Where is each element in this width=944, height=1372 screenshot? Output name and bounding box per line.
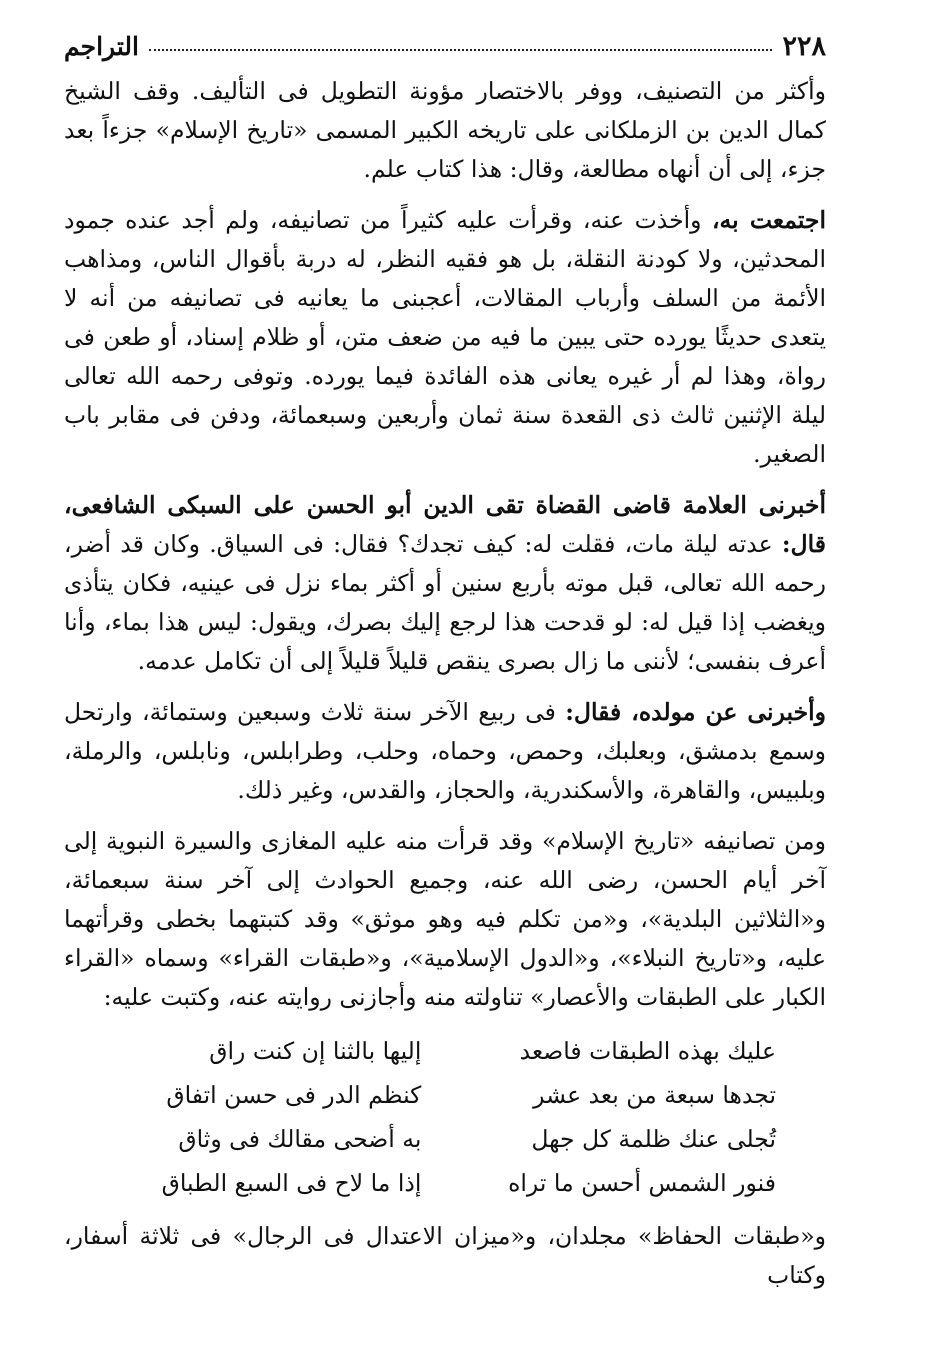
poem-verse: [94, 1117, 776, 1161]
verse-second-hemistich: إليها بالثنا إن كنت راق: [209, 1037, 422, 1065]
header-dotted-leader: [149, 49, 773, 51]
page-number: ٢٢٨: [782, 30, 826, 62]
paragraph-text: عدته ليلة مات، فقلت له: كيف تجدك؟ فقال: فى السياق. وكان قد أضر، رحمه الله تعالى، قبل موته بأربع سنين أو أكثر بماء نزل فى عينيه، فكان يتأذى ويغضب إذا قيل له: لو قدحت هذا لرجع إليك بصرك، ويقول: ليس هذا بماء، وأنا أعرف بنفسى؛ لأننى ما زال بصرى ينقص قليلاً قليلاً إلى أن تكامل عدمه.: [64, 530, 826, 675]
paragraph-lead: أخبرنى العلامة قاضى القضاة تقى الدين أبو الحسن على السبكى الشافعى، قال:: [64, 491, 826, 558]
verse-first-hemistich: تُجلى عنك ظلمة كل جهل: [531, 1125, 776, 1153]
verse-second-hemistich: كنظم الدر فى حسن اتفاق: [166, 1081, 422, 1109]
paragraph-lead: وأخبرنى عن مولده، فقال:: [565, 698, 826, 726]
paragraph: [64, 72, 826, 189]
paragraph: [64, 201, 826, 474]
page-header: [64, 22, 826, 70]
poem-verse: [94, 1073, 776, 1117]
paragraph-lead: اجتمعت به،: [711, 206, 826, 234]
verse-second-hemistich: إذا ما لاح فى السبع الطباق: [161, 1169, 422, 1197]
verse-second-hemistich: به أضحى مقالك فى وثاق: [178, 1125, 422, 1153]
poem-verse: [94, 1029, 776, 1073]
verse-first-hemistich: فنور الشمس أحسن ما تراه: [508, 1169, 776, 1197]
verse-first-hemistich: عليك بهذه الطبقات فاصعد: [519, 1037, 776, 1065]
paragraph: [64, 822, 826, 1017]
paragraph-text: ومن تصانيفه «تاريخ الإسلام» وقد قرأت منه عليه المغازى والسيرة النبوية إلى آخر أيام الحسن، رضى الله عنه، وجميع الحوادث إلى آخر سنة سبعمائة، و«الثلاثين البلدية»، و«من تكلم فيه وهو موثق» وقد كتبتهما بخطى وقرأتهما عليه، و«تاريخ النبلاء»، و«الدول الإسلامية»، و«طبقات القراء» وسماه «القراء الكبار على الطبقات والأعصار» تناولته منه وأجازنى روايته عنه، وكتبت عليه:: [64, 827, 826, 1011]
verse-first-hemistich: تجدها سبعة من بعد عشر: [533, 1081, 776, 1109]
paragraph-text: وأخذت عنه، وقرأت عليه كثيراً من تصانيفه، ولم أجد عنده جمود المحدثين، ولا كودنة النقلة، بل هو فقيه النظر، له دربة بأقوال الناس، ومذاهب الأئمة من السلف وأرباب المقالات، أعجبنى ما يعانيه فى تصانيفه من أنه لا يتعدى حديثًا يورده حتى يبين ما فيه من ضعف متن، أو ظلام إسناد، أو طعن فى رواة، وهذا لم أر غيره يعانى هذه الفائدة فيما يورده. وتوفى رحمه الله تعالى ليلة الإثنين ثالث ذى القعدة سنة ثمان وأربعين وسبعمائة، ودفن فى مقابر باب الصغير.: [64, 206, 826, 468]
paragraph: [64, 693, 826, 810]
book-page: [64, 22, 826, 1307]
paragraph-text: وأكثر من التصنيف، ووفر بالاختصار مؤونة التطويل فى التأليف. وقف الشيخ كمال الدين بن الزملكانى على تاريخه الكبير المسمى «تاريخ الإسلام» جزءاً بعد جزء، إلى أن أنهاه مطالعة، وقال: هذا كتاب علم.: [64, 77, 826, 183]
poem-verse: [94, 1161, 776, 1205]
poem: [94, 1029, 776, 1205]
running-title: التراجم: [64, 31, 139, 61]
paragraph: [64, 486, 826, 681]
closing-line: و«طبقات الحفاظ» مجلدان، و«ميزان الاعتدال فى الرجال» فى ثلاثة أسفار، وكتاب: [64, 1222, 826, 1289]
paragraph-text: فى ربيع الآخر سنة ثلاث وسبعين وستمائة، وارتحل وسمع بدمشق، وبعلبك، وحمص، وحماه، وحلب، وطرابلس، ونابلس، والرملة، وبلبيس، والقاهرة، والأسكندرية، والحجاز، والقدس، وغير ذلك.: [64, 698, 826, 804]
